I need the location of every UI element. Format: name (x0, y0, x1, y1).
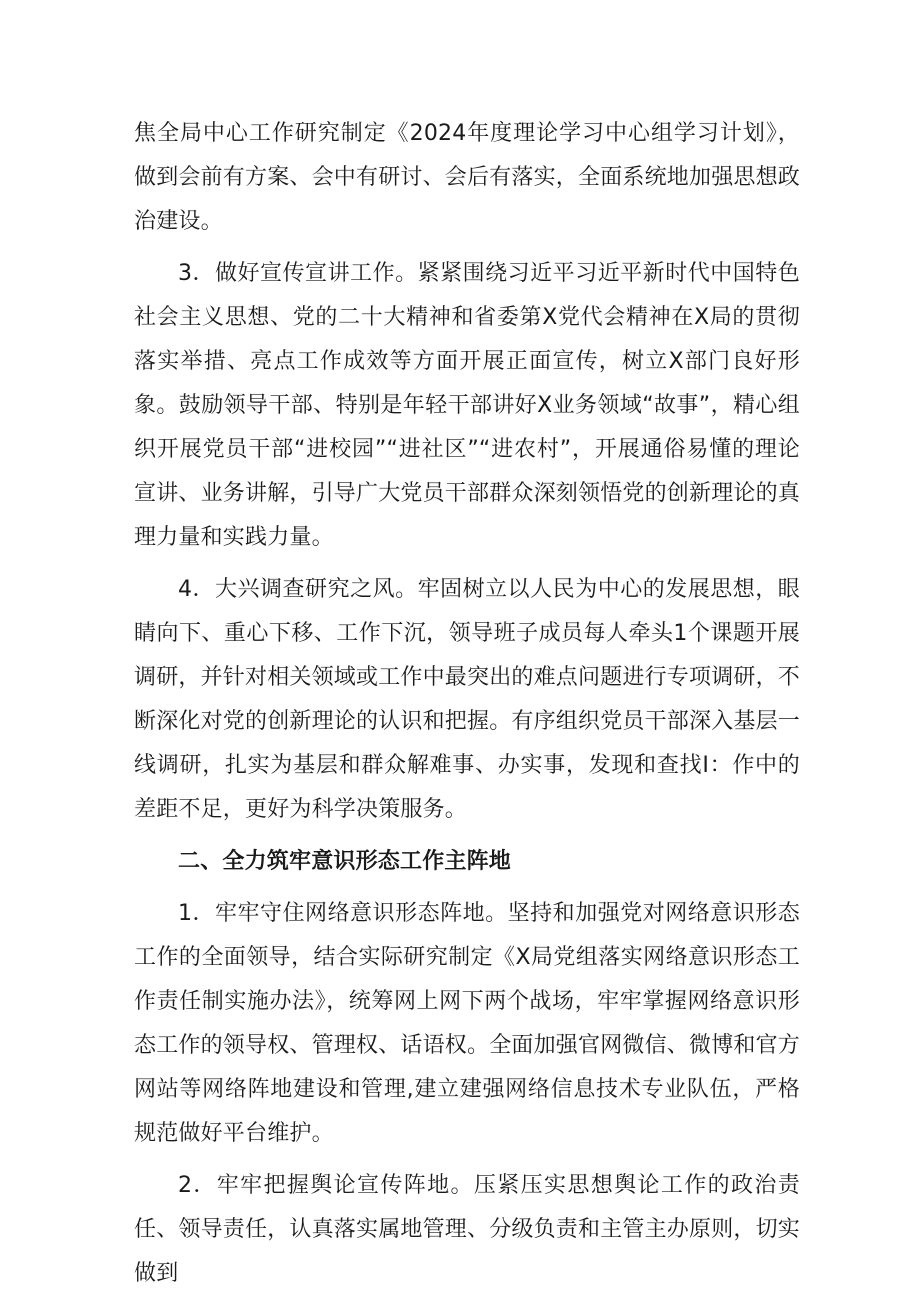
paragraph-item-3-publicity: 3．做好宣传宣讲工作。紧紧围绕习近平习近平新时代中国特色社会主义思想、党的二十大精神和省委第X党代会精神在X局的贯彻落实举措、亮点工作成效等方面开展正面宣传，树立X部门良好形象。鼓励领导干部、特别是年轻干部讲好X业务领域“故事”，精心组织开展党员干部“进校园”“进社区”“进农村”，开展通俗易懂的理论宣讲、业务讲解，引导广大党员干部群众深刻领悟党的创新理论的真理力量和实践力量。 (134, 261, 801, 550)
paragraph-item-4-research: 4．大兴调查研究之风。牢固树立以人民为中心的发展思想，眼睛向下、重心下移、工作下沉，领导班子成员每人牵头1个课题开展调研，并针对相关领域或工作中最突出的难点问题进行专项调研，不断深化对党的创新理论的认识和把握。有序组织党员干部深入基层一线调研，扎实为基层和群众解难事、办实事，发现和查找I：作中的差距不足，更好为科学决策服务。 (134, 577, 801, 822)
paragraph-item-1-network: 1．牢牢守住网络意识形态阵地。坚持和加强党对网络意识形态工作的全面领导，结合实际研究制定《X局党组落实网络意识形态工作责任制实施办法》，统筹网上网下两个战场，牢牢掌握网络意识形态工作的领导权、管理权、话语权。全面加强官网微信、微博和官方网站等网络阵地建设和管理,建立建强网络信息技术专业队伍，严格规范做好平台维护。 (134, 901, 801, 1146)
paragraph-item-2-opinion: 2．牢牢把握舆论宣传阵地。压紧压实思想舆论工作的政治责任、领导责任，认真落实属地管理、分级负责和主管主办原则，切实做到 (134, 1173, 801, 1286)
document-body (134, 112, 800, 1296)
section-heading-ideology: 二、全力筑牢意识形态工作主阵地 (178, 849, 512, 874)
paragraph-continuation: 焦全局中心工作研究制定《2024年度理论学习中心组学习计划》，做到会前有方案、会中有研讨、会后有落实，全面系统地加强思想政治建设。 (134, 121, 801, 234)
